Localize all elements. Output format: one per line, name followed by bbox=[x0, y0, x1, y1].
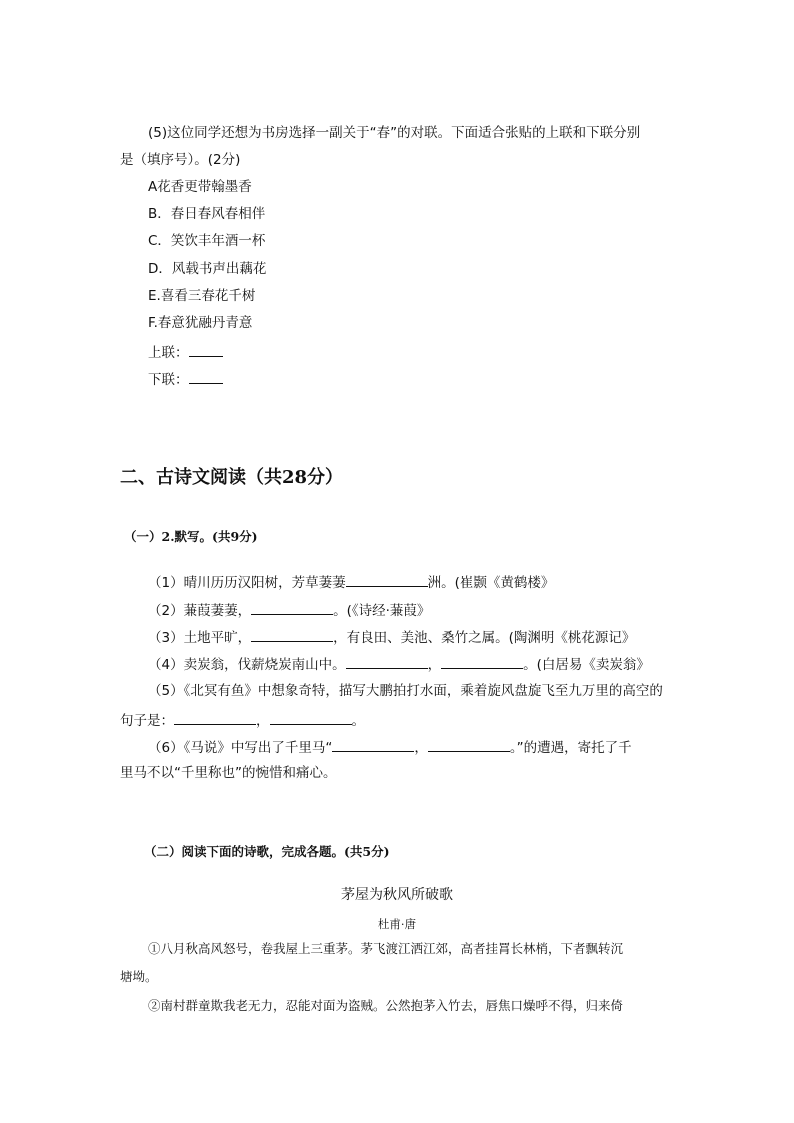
option-e: E.喜看三春花千树 bbox=[148, 288, 256, 304]
option-b: B．春日春风春相伴 bbox=[148, 206, 266, 222]
dictation-blank[interactable] bbox=[332, 737, 414, 752]
dictation-text: 洲。(崔颢《黄鹤楼》 bbox=[427, 575, 555, 591]
upper-couplet-label: 上联： bbox=[148, 345, 189, 361]
option-f: F.春意犹融丹青意 bbox=[148, 315, 253, 331]
dictation-text: 句子是： bbox=[120, 713, 174, 729]
dictation-item-3 bbox=[148, 627, 635, 647]
dictation-text: 。 bbox=[351, 713, 365, 729]
dictation-text: 。(《诗经·蒹葭》 bbox=[333, 603, 431, 619]
dictation-blank[interactable] bbox=[174, 710, 256, 725]
dictation-text: （2）蒹葭萋萋， bbox=[148, 603, 252, 619]
lower-couplet-answer bbox=[148, 369, 223, 389]
upper-couplet-answer bbox=[148, 342, 223, 362]
option-d: D．风载书声出藕花 bbox=[148, 261, 267, 277]
poem-author: 杜甫·唐 bbox=[377, 917, 417, 931]
dictation-blank[interactable] bbox=[251, 600, 333, 615]
option-a: A花香更带翰墨香 bbox=[148, 179, 252, 195]
lower-couplet-blank[interactable] bbox=[189, 369, 223, 384]
dictation-item-6-line1 bbox=[148, 737, 632, 757]
dictation-text: （1）晴川历历汉阳树，芳草萋萋 bbox=[148, 575, 346, 591]
dictation-text: 。(白居易《卖炭翁》 bbox=[523, 657, 650, 673]
dictation-item-6-line2: 里马不以“千里称也”的惋惜和痛心。 bbox=[120, 765, 337, 781]
dictation-blank[interactable] bbox=[441, 654, 523, 669]
section-2-title: 二、古诗文阅读（共28分） bbox=[120, 467, 344, 488]
dictation-item-5-line1: （5）《北冥有鱼》中想象奇特，描写大鹏拍打水面，乘着旋风盘旋飞至九万里的高空的 bbox=[148, 683, 663, 699]
upper-couplet-blank[interactable] bbox=[189, 342, 223, 357]
dictation-text: ， bbox=[427, 657, 442, 673]
part-2-title: （二）阅读下面的诗歌，完成各题。(共5分) bbox=[144, 844, 390, 859]
dictation-text: 。”的遭遇，寄托了千 bbox=[509, 740, 632, 756]
dictation-text: ， bbox=[414, 740, 428, 756]
dictation-text: ，有良田、美池、桑竹之属。(陶渊明《桃花源记》 bbox=[333, 630, 636, 646]
dictation-blank[interactable] bbox=[270, 710, 352, 725]
poem-title: 茅屋为秋风所破歌 bbox=[341, 887, 453, 903]
question-5-intro-cont: 是（填序号）。(2分) bbox=[120, 152, 241, 168]
poem-paragraph-2-line1: ②南村群童欺我老无力，忍能对面为盗贼。公然抱茅入竹去，唇焦口燥呼不得，归来倚 bbox=[148, 998, 624, 1013]
dictation-item-1 bbox=[148, 572, 554, 592]
dictation-item-5-line2 bbox=[120, 710, 365, 730]
dictation-item-2 bbox=[148, 600, 430, 620]
part-1-title: （一）2.默写。(共9分) bbox=[124, 529, 258, 544]
lower-couplet-label: 下联： bbox=[148, 372, 189, 388]
dictation-text: （6）《马说》中写出了千里马“ bbox=[148, 740, 333, 756]
dictation-text: （4）卖炭翁，伐薪烧炭南山中。 bbox=[148, 657, 346, 673]
dictation-blank[interactable] bbox=[346, 572, 428, 587]
dictation-text: （3）土地平旷， bbox=[148, 630, 252, 646]
dictation-item-4 bbox=[148, 654, 650, 674]
dictation-blank[interactable] bbox=[251, 627, 333, 642]
option-c: C．笑饮丰年酒一杯 bbox=[148, 233, 266, 249]
dictation-text: ， bbox=[256, 713, 270, 729]
dictation-blank[interactable] bbox=[346, 654, 428, 669]
poem-paragraph-1-line2: 塘坳。 bbox=[120, 969, 158, 984]
question-5-intro: (5)这位同学还想为书房选择一副关于“春”的对联。下面适合张贴的上联和下联分别 bbox=[148, 125, 641, 141]
poem-paragraph-1-line1: ①八月秋高风怒号，卷我屋上三重茅。茅飞渡江洒江郊，高者挂罥长林梢，下者飘转沉 bbox=[148, 941, 624, 956]
dictation-blank[interactable] bbox=[428, 737, 510, 752]
